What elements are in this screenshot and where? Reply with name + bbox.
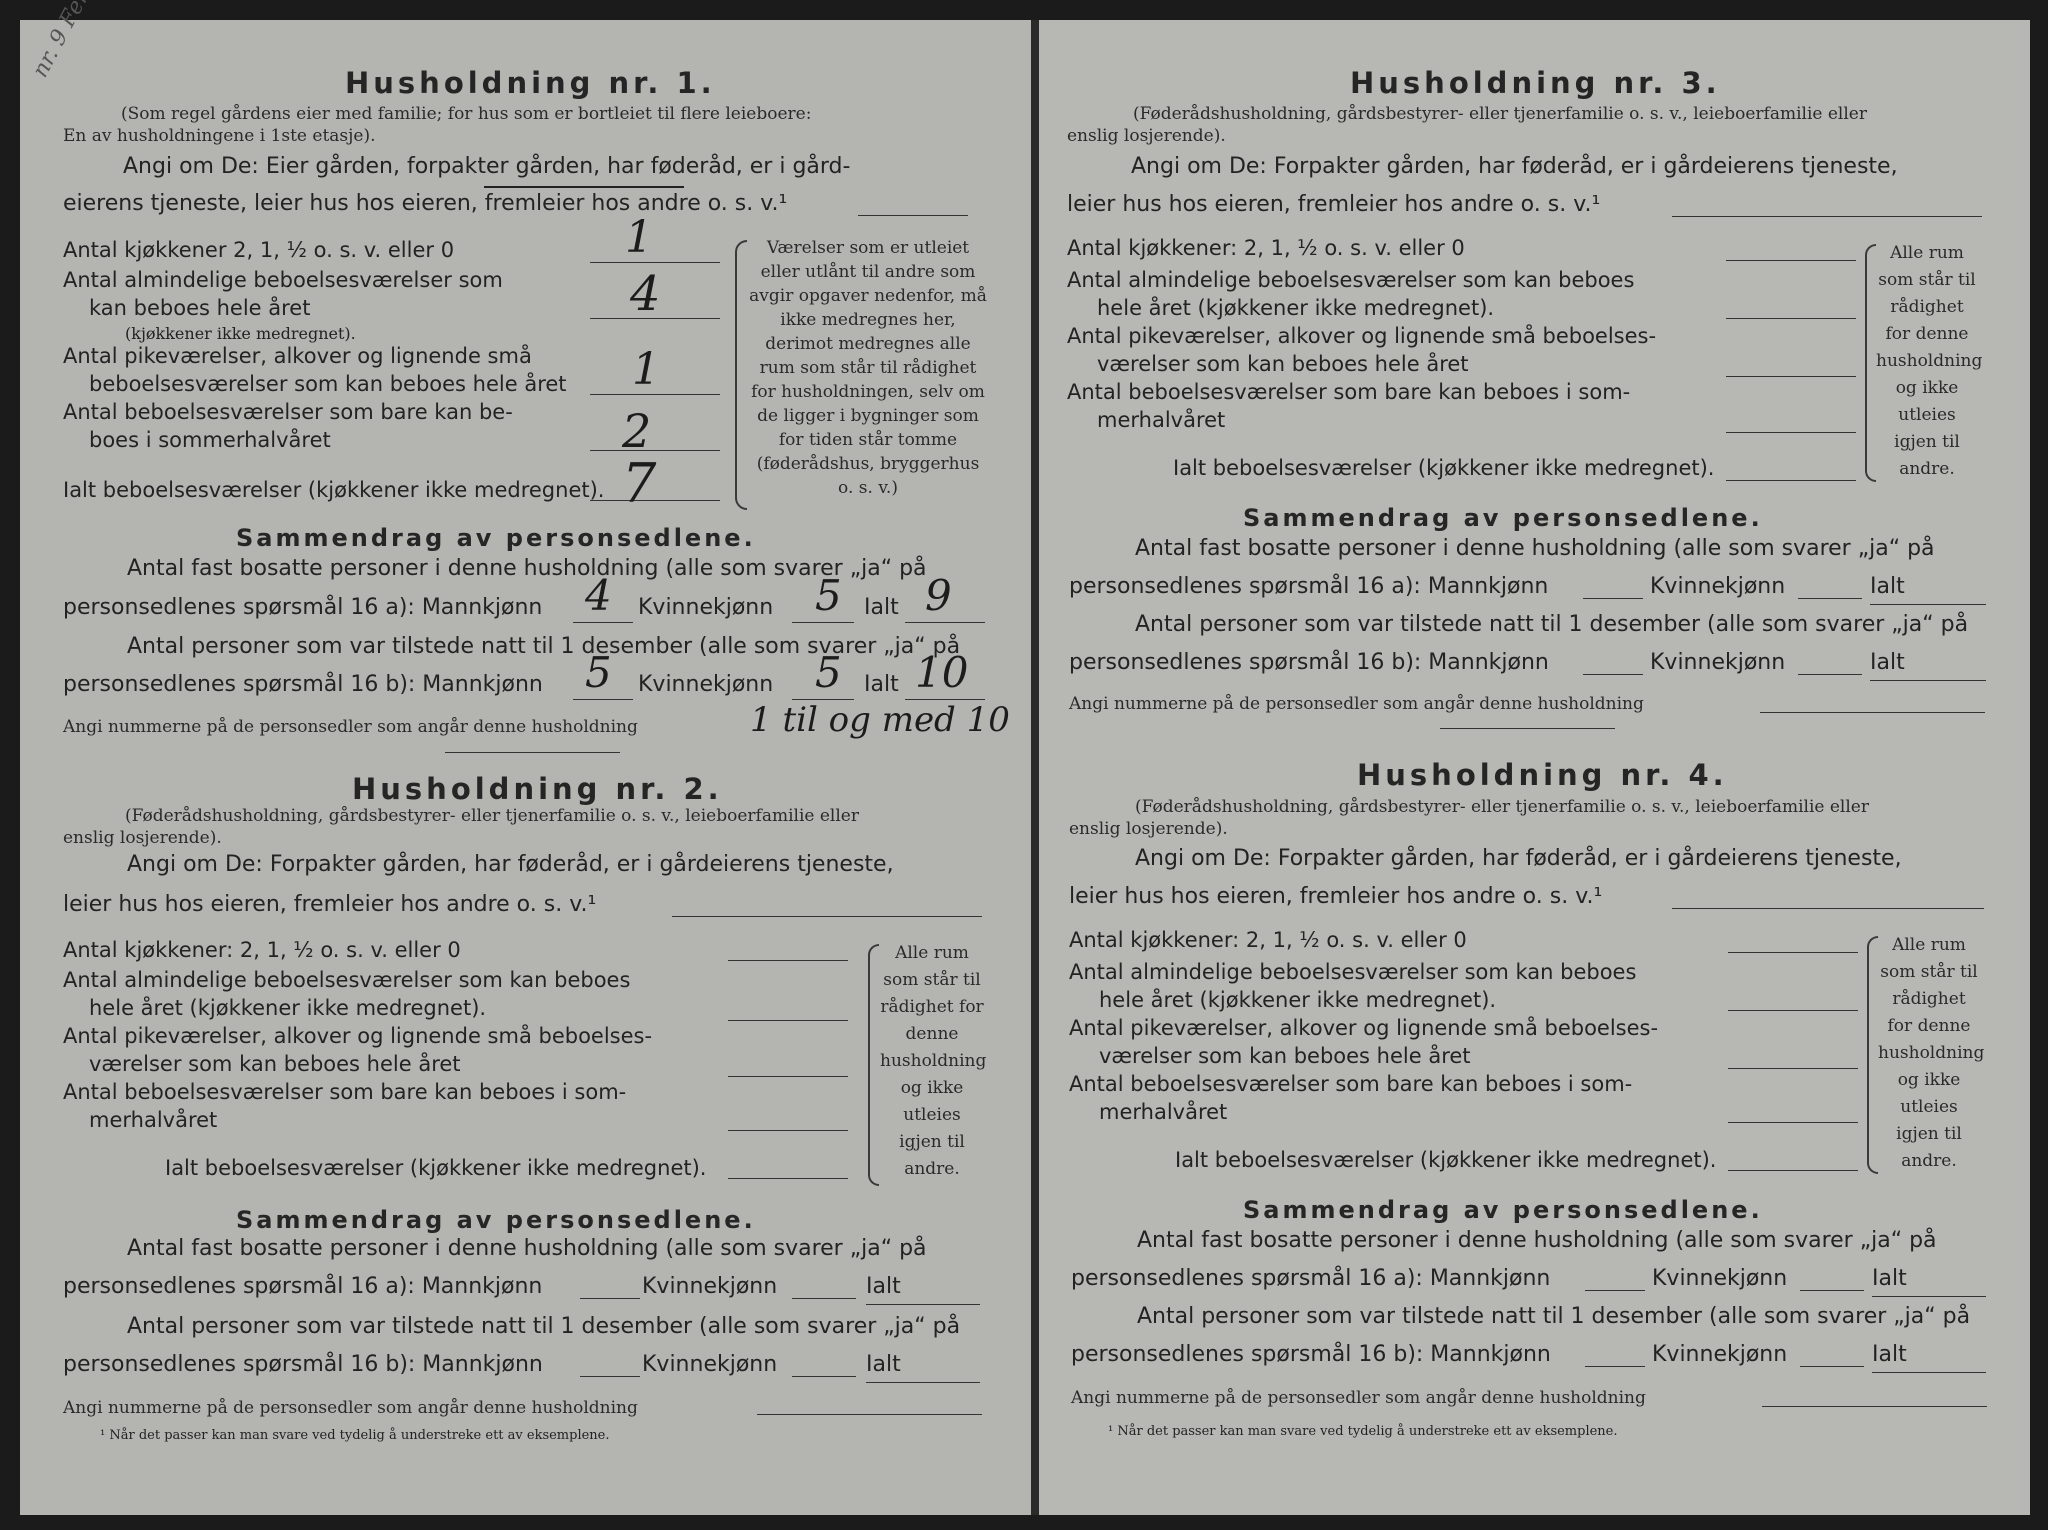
hh3-sum-title: Sammendrag av personsedlene. [1243, 504, 1763, 532]
hh1-line-som [590, 450, 720, 451]
hh4-ialt: Ialt beboelsesværelser (kjøkkener ikke medregnet). [1175, 1148, 1717, 1172]
hh4-sum-b2: personsedlenes spørsmål 16 b): Mannkjønn [1071, 1342, 1551, 1367]
hh2-line-som [728, 1130, 848, 1131]
hh2-line-nums [757, 1414, 982, 1415]
hh1-hw-a-ialt: 9 [925, 571, 952, 620]
hh4-som-1: Antal beboelsesværelser som bare kan beboes i som- [1069, 1072, 1633, 1096]
hh2-line-a-m [580, 1298, 640, 1299]
hh4-line-b-t [1872, 1372, 1986, 1373]
hh4-line-ialt [1728, 1170, 1858, 1171]
hh3-nums: Angi nummerne på de personsedler som angår denne husholdning [1069, 694, 1644, 714]
hh1-question-2: eierens tjeneste, leier hus hos eieren, fremleier hos andre o. s. v.¹ [63, 191, 788, 216]
hh3-line-a-m [1583, 598, 1643, 599]
hh4-title: Husholdning nr. 4. [1357, 758, 1728, 792]
hh4-line-a-m [1585, 1290, 1645, 1291]
hh1-sum-b-kvinne: Kvinnekjønn [638, 672, 774, 697]
hh1-line-a-t [905, 622, 985, 623]
hh1-hw-pike: 1 [632, 344, 660, 395]
hh2-sum-a1: Antal fast bosatte personer i denne husholdning (alle som svarer „ja“ på [127, 1236, 927, 1261]
hh1-hw-b-kvinne: 5 [815, 648, 842, 697]
hh3-kjokk: Antal kjøkkener: 2, 1, ½ o. s. v. eller 0 [1067, 236, 1465, 260]
hh4-pike-1: Antal pikeværelser, alkover og lignende små beboelses- [1069, 1016, 1659, 1040]
right-footnote: ¹ Når det passer kan man svare ved tydelig å understreke ett av eksemplene. [1108, 1424, 1618, 1439]
hh3-divider [1440, 728, 1615, 729]
hh4-sum-a2: personsedlenes spørsmål 16 a): Mannkjønn [1071, 1266, 1551, 1291]
hh2-sum-a-ialt: Ialt [866, 1274, 901, 1299]
hh4-note-1: (Føderådshusholdning, gårdsbestyrer- eller tjenerfamilie o. s. v., leieboerfamilie eller [1135, 797, 1869, 817]
hh3-note-1: (Føderådshusholdning, gårdsbestyrer- eller tjenerfamilie o. s. v., leieboerfamilie eller [1133, 104, 1867, 124]
hh3-line-ialt [1726, 480, 1856, 481]
hh1-question-1: Angi om De: Eier gården, forpakter gården, har føderåd, er i gård- [123, 154, 851, 179]
hh3-question-2: leier hus hos eieren, fremleier hos andre o. s. v.¹ [1067, 192, 1601, 217]
hh1-line-b-m [573, 699, 633, 700]
hh4-note-2: enslig losjerende). [1069, 819, 1228, 839]
hh4-line-b-m [1585, 1366, 1645, 1367]
hh1-hw-ialt: 7 [622, 452, 657, 515]
hh1-alm-3: (kjøkkener ikke medregnet). [125, 324, 356, 343]
hh4-sum-b-kvinne: Kvinnekjønn [1652, 1342, 1788, 1367]
hh1-sum-a1: Antal fast bosatte personer i denne husholdning (alle som svarer „ja“ på [127, 556, 927, 581]
hh1-hw-kjokk: 1 [625, 212, 653, 263]
hh1-hw-alm: 4 [630, 266, 661, 322]
hh2-kjokk: Antal kjøkkener: 2, 1, ½ o. s. v. eller 0 [63, 938, 461, 962]
hh1-hw-nums: 1 til og med 10 [750, 700, 1010, 740]
hh1-underline-forpakter [484, 186, 684, 188]
hh2-som-1: Antal beboelsesværelser som bare kan beboes i som- [63, 1080, 627, 1104]
page-fold [1031, 20, 1039, 1515]
hh3-line-b-k [1798, 674, 1862, 675]
hh4-question-1: Angi om De: Forpakter gården, har føderåd, er i gårdeierens tjeneste, [1135, 846, 1902, 871]
hh3-title: Husholdning nr. 3. [1350, 66, 1721, 100]
hh2-brace [868, 944, 879, 1186]
hh4-sum-title: Sammendrag av personsedlene. [1243, 1196, 1763, 1224]
hh1-note-2: En av husholdningene i 1ste etasje). [63, 126, 376, 146]
hh2-line-a-t [866, 1304, 980, 1305]
hh2-side-note: Alle rum som står til rådighet for denne husholdning og ikke utleies igjen til andre. [880, 943, 987, 1179]
hh1-side-note: Værelser som er utleiet eller utlånt til andre som avgir opgaver nedenfor, må ikke medregnes her, derimot medregnes alle rum som står til rådighet for husholdningen, selv om de ligger i bygninger som for tiden står tomme (føderådshus, bryggerhus o. s. v.) [749, 238, 987, 498]
hh4-alm-2: hele året (kjøkkener ikke medregnet). [1099, 988, 1497, 1012]
hh4-line-alm [1728, 1010, 1858, 1011]
hh1-hw-b-ialt: 10 [915, 648, 969, 697]
hh1-nums: Angi nummerne på de personsedler som angår denne husholdning [63, 717, 638, 737]
hh1-sum-b2: personsedlenes spørsmål 16 b): Mannkjønn [63, 672, 543, 697]
hh3-sum-b2: personsedlenes spørsmål 16 b): Mannkjønn [1069, 650, 1549, 675]
hh2-line-ialt [728, 1178, 848, 1179]
hh1-alm-2: kan beboes hele året [89, 296, 311, 320]
hh4-pike-2: værelser som kan beboes hele året [1099, 1044, 1471, 1068]
hh4-kjokk: Antal kjøkkener: 2, 1, ½ o. s. v. eller 0 [1069, 928, 1467, 952]
hh4-line-kjokk [1728, 952, 1858, 953]
hh2-sum-b-ialt: Ialt [866, 1352, 901, 1377]
hh2-question-1: Angi om De: Forpakter gården, har føderåd, er i gårdeierens tjeneste, [127, 852, 894, 877]
hh1-som-1: Antal beboelsesværelser som bare kan be- [63, 400, 513, 424]
hh3-line-nums [1760, 712, 1985, 713]
hh1-som-2: boes i sommerhalvåret [89, 428, 331, 452]
hh2-sum-b2: personsedlenes spørsmål 16 b): Mannkjønn [63, 1352, 543, 1377]
hh2-ialt: Ialt beboelsesværelser (kjøkkener ikke medregnet). [165, 1156, 707, 1180]
hh1-line-kjokk [590, 262, 720, 263]
hh4-nums: Angi nummerne på de personsedler som angår denne husholdning [1071, 1388, 1646, 1408]
hh3-sum-b1: Antal personer som var tilstede natt til 1 desember (alle som svarer „ja“ på [1135, 612, 1969, 637]
hh1-sum-b1: Antal personer som var tilstede natt til 1 desember (alle som svarer „ja“ på [127, 634, 961, 659]
hh1-divider [445, 752, 620, 753]
hh4-line-pike [1728, 1068, 1858, 1069]
hh3-line-som [1726, 432, 1856, 433]
hh1-alm-1: Antal almindelige beboelsesværelser som [63, 268, 503, 292]
left-footnote: ¹ Når det passer kan man svare ved tydelig å understreke ett av eksemplene. [100, 1428, 610, 1443]
hh2-line-kjokk [728, 960, 848, 961]
hh3-line-kjokk [1726, 260, 1856, 261]
hh1-ialt: Ialt beboelsesværelser (kjøkkener ikke medregnet). [63, 478, 605, 502]
hh4-sum-a-ialt: Ialt [1872, 1266, 1907, 1291]
hh4-line-nums [1762, 1406, 1987, 1407]
hh3-sum-a-kvinne: Kvinnekjønn [1650, 574, 1786, 599]
hh3-line-b-t [1870, 680, 1986, 681]
hh3-answer-line [1672, 216, 1982, 217]
hh3-sum-b-kvinne: Kvinnekjønn [1650, 650, 1786, 675]
hh2-nums: Angi nummerne på de personsedler som angår denne husholdning [63, 1398, 638, 1418]
hh3-note-2: enslig losjerende). [1067, 126, 1226, 146]
hh2-pike-2: værelser som kan beboes hele året [89, 1052, 461, 1076]
hh3-sum-a-ialt: Ialt [1870, 574, 1905, 599]
hh3-sum-a1: Antal fast bosatte personer i denne husholdning (alle som svarer „ja“ på [1135, 536, 1935, 561]
hh4-answer-line [1672, 908, 1984, 909]
hh2-answer-line [672, 916, 982, 917]
hh1-title: Husholdning nr. 1. [345, 66, 716, 100]
hh2-note-2: enslig losjerende). [63, 828, 222, 848]
hh4-line-a-t [1872, 1296, 1986, 1297]
hh4-line-som [1728, 1122, 1858, 1123]
hh1-pike-2: beboelsesværelser som kan beboes hele året [89, 372, 567, 396]
hh3-line-alm [1726, 318, 1856, 319]
hh1-sum-title: Sammendrag av personsedlene. [236, 524, 756, 552]
hh1-note-1: (Som regel gårdens eier med familie; for hus som er bortleiet til flere leieboere: [121, 104, 812, 124]
hh2-som-2: merhalvåret [89, 1108, 218, 1132]
hh4-side-note: Alle rum som står til rådighet for denne husholdning og ikke utleies igjen til andre. [1878, 935, 1985, 1171]
hh4-line-a-k [1800, 1290, 1864, 1291]
hh1-kjokk: Antal kjøkkener 2, 1, ½ o. s. v. eller 0 [63, 238, 455, 262]
hh1-sum-a-kvinne: Kvinnekjønn [638, 595, 774, 620]
hh2-alm-1: Antal almindelige beboelsesværelser som kan beboes [63, 968, 631, 992]
hh2-alm-2: hele året (kjøkkener ikke medregnet). [89, 996, 487, 1020]
hh3-ialt: Ialt beboelsesværelser (kjøkkener ikke medregnet). [1173, 456, 1715, 480]
hh1-hw-som: 2 [622, 404, 652, 458]
hh4-alm-1: Antal almindelige beboelsesværelser som kan beboes [1069, 960, 1637, 984]
hh4-line-b-k [1800, 1366, 1864, 1367]
hh3-sum-a2: personsedlenes spørsmål 16 a): Mannkjønn [1069, 574, 1549, 599]
hh2-line-pike [728, 1076, 848, 1077]
hh3-sum-b-ialt: Ialt [1870, 650, 1905, 675]
hh3-brace [1865, 244, 1876, 482]
hh1-sum-a2: personsedlenes spørsmål 16 a): Mannkjønn [63, 595, 543, 620]
hh2-title: Husholdning nr. 2. [352, 772, 723, 806]
hh1-sum-b-ialt: Ialt [864, 672, 899, 697]
hh1-sum-a-ialt: Ialt [864, 595, 899, 620]
hh2-sum-b-kvinne: Kvinnekjønn [642, 1352, 778, 1377]
hh1-line-a-k [792, 622, 854, 623]
hh3-som-1: Antal beboelsesværelser som bare kan beboes i som- [1067, 380, 1631, 404]
hh1-hw-a-mann: 4 [585, 571, 612, 620]
hh3-line-b-m [1583, 674, 1643, 675]
hh2-sum-b1: Antal personer som var tilstede natt til 1 desember (alle som svarer „ja“ på [127, 1314, 961, 1339]
hh2-line-b-m [580, 1376, 640, 1377]
hh2-sum-title: Sammendrag av personsedlene. [236, 1206, 756, 1234]
hh4-question-2: leier hus hos eieren, fremleier hos andre o. s. v.¹ [1069, 884, 1603, 909]
hh2-sum-a2: personsedlenes spørsmål 16 a): Mannkjønn [63, 1274, 543, 1299]
hh1-brace [735, 240, 747, 510]
hh2-note-1: (Føderådshusholdning, gårdsbestyrer- eller tjenerfamilie o. s. v., leieboerfamilie eller [125, 806, 859, 826]
hh3-alm-1: Antal almindelige beboelsesværelser som kan beboes [1067, 268, 1635, 292]
hh3-pike-2: værelser som kan beboes hele året [1097, 352, 1469, 376]
hh1-answer-line [858, 215, 968, 216]
hh3-line-a-t [1870, 604, 1986, 605]
hh1-pike-1: Antal pikeværelser, alkover og lignende små [63, 344, 532, 368]
hh4-brace [1867, 936, 1878, 1174]
hh2-question-2: leier hus hos eieren, fremleier hos andre o. s. v.¹ [63, 892, 597, 917]
hh2-pike-1: Antal pikeværelser, alkover og lignende små beboelses- [63, 1024, 653, 1048]
hh3-line-a-k [1798, 598, 1862, 599]
hh3-side-note: Alle rum som står til rådighet for denne husholdning og ikke utleies igjen til andre. [1876, 243, 1983, 479]
hh1-line-a-m [573, 622, 633, 623]
hh4-sum-b-ialt: Ialt [1872, 1342, 1907, 1367]
hh3-question-1: Angi om De: Forpakter gården, har føderåd, er i gårdeierens tjeneste, [1131, 154, 1898, 179]
hh2-line-a-k [792, 1298, 856, 1299]
hh1-hw-a-kvinne: 5 [815, 571, 842, 620]
hh1-hw-b-mann: 5 [585, 648, 612, 697]
hh3-line-pike [1726, 376, 1856, 377]
hh4-som-2: merhalvåret [1099, 1100, 1228, 1124]
hh2-line-alm [728, 1020, 848, 1021]
hh3-som-2: merhalvåret [1097, 408, 1226, 432]
hh2-line-b-t [866, 1382, 980, 1383]
hh2-line-b-k [792, 1376, 856, 1377]
hh3-pike-1: Antal pikeværelser, alkover og lignende små beboelses- [1067, 324, 1657, 348]
hh3-alm-2: hele året (kjøkkener ikke medregnet). [1097, 296, 1495, 320]
hh2-sum-a-kvinne: Kvinnekjønn [642, 1274, 778, 1299]
hh4-sum-a1: Antal fast bosatte personer i denne husholdning (alle som svarer „ja“ på [1137, 1228, 1937, 1253]
hh4-sum-b1: Antal personer som var tilstede natt til 1 desember (alle som svarer „ja“ på [1137, 1304, 1971, 1329]
hh4-sum-a-kvinne: Kvinnekjønn [1652, 1266, 1788, 1291]
